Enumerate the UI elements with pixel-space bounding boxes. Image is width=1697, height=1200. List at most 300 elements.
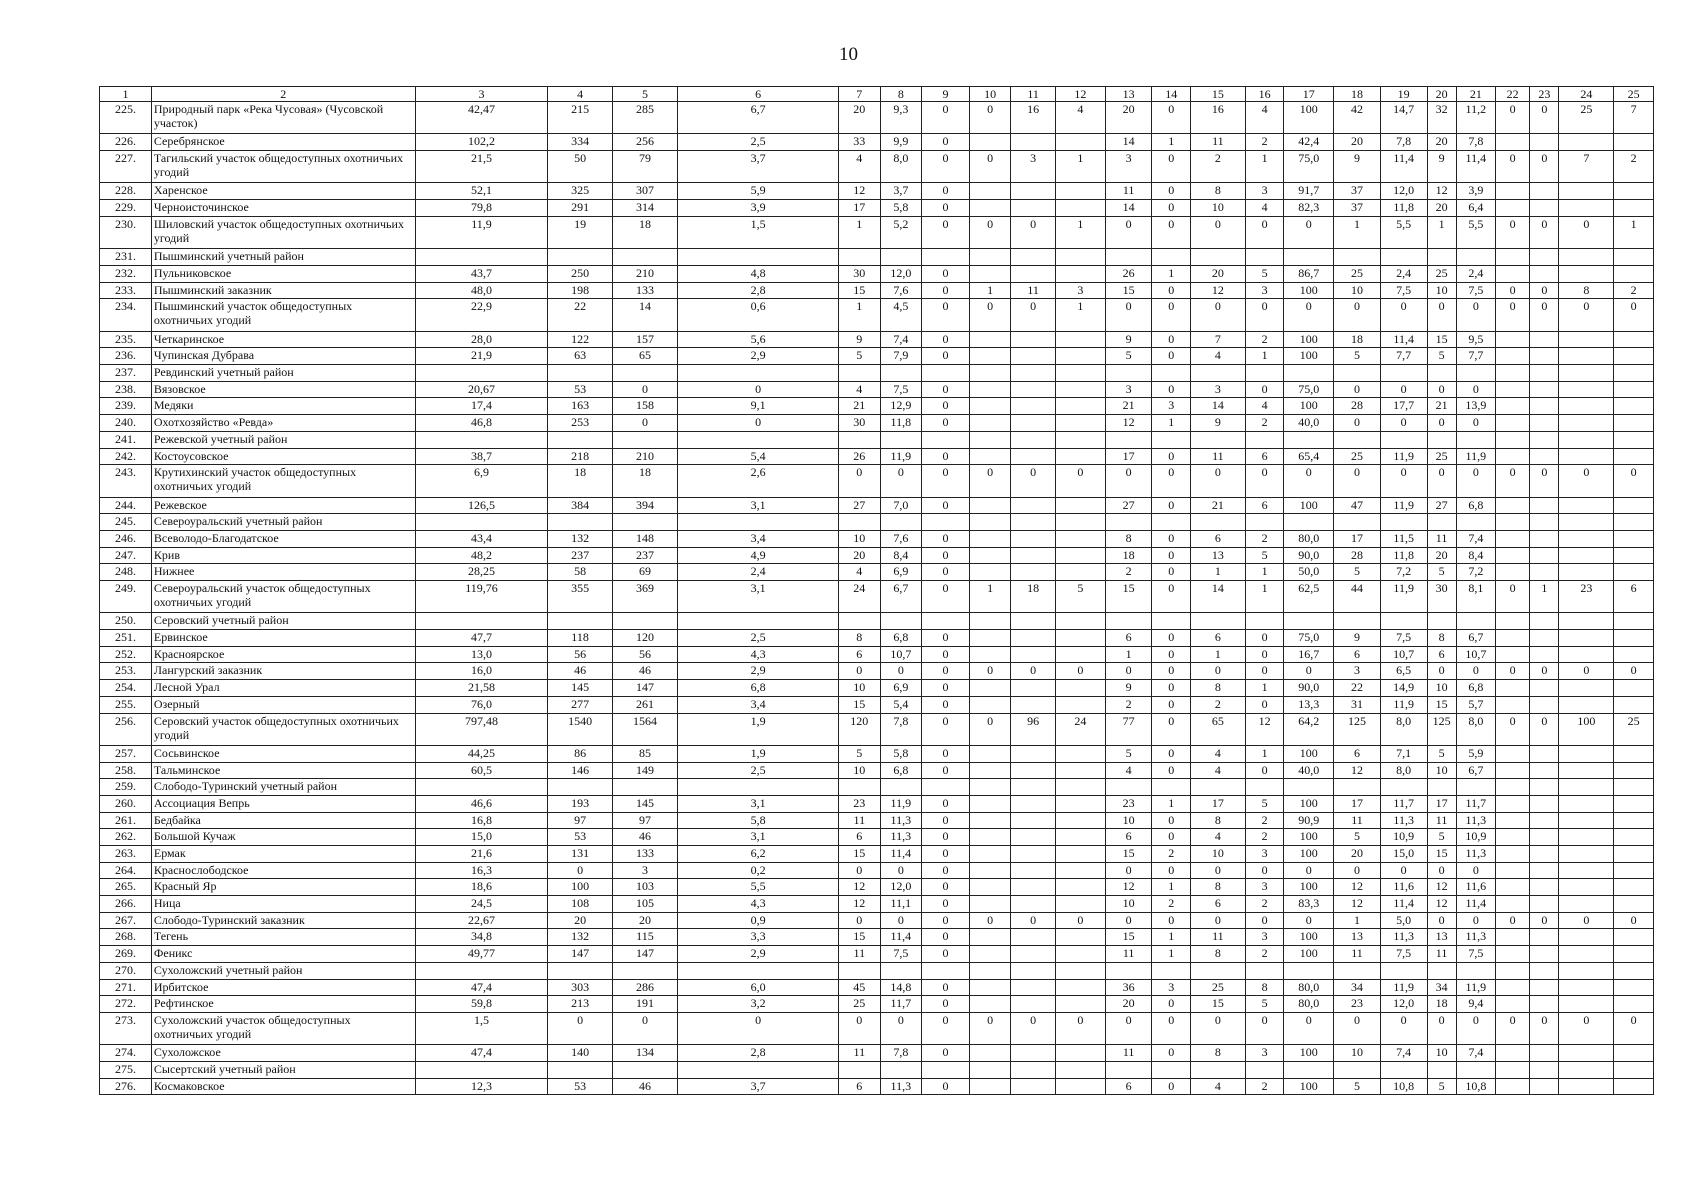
table-cell: 0 — [1011, 663, 1056, 680]
table-cell — [1011, 564, 1056, 581]
table-cell: 0 — [1245, 216, 1283, 248]
table-cell: 0 — [1530, 151, 1559, 183]
table-cell — [548, 514, 612, 531]
table-cell — [969, 365, 1011, 382]
table-cell: 5,5 — [1380, 216, 1427, 248]
column-header: 9 — [922, 87, 970, 102]
table-cell: 2 — [1190, 151, 1245, 183]
table-cell — [1011, 946, 1056, 963]
table-cell — [969, 979, 1011, 996]
table-cell: 3 — [1245, 183, 1283, 200]
table-cell: 125 — [1427, 713, 1456, 745]
table-cell: 11 — [839, 812, 881, 829]
row-name: Крутихинский участок общедоступных охотничьих угодий — [151, 465, 415, 497]
row-number: 259. — [100, 779, 152, 796]
table-cell: 15 — [839, 282, 881, 299]
table-cell: 10,9 — [1380, 829, 1427, 846]
table-cell: 6,8 — [678, 680, 839, 697]
table-cell: 9 — [1105, 331, 1152, 348]
table-cell: 0 — [922, 1012, 970, 1044]
table-cell — [1614, 795, 1654, 812]
table-cell — [1496, 365, 1530, 382]
table-cell: 34 — [1334, 979, 1381, 996]
table-cell — [1530, 745, 1559, 762]
table-cell: 3 — [612, 862, 677, 879]
table-cell: 3,4 — [678, 696, 839, 713]
table-cell — [1055, 448, 1105, 465]
table-cell — [1011, 365, 1056, 382]
table-cell — [1190, 962, 1245, 979]
table-cell: 21 — [839, 398, 881, 415]
table-cell: 9,1 — [678, 398, 839, 415]
table-cell: 10 — [1105, 812, 1152, 829]
row-number: 232. — [100, 265, 152, 282]
table-cell — [1105, 365, 1152, 382]
table-cell — [1496, 249, 1530, 266]
table-cell: 7,5 — [1380, 946, 1427, 963]
table-cell: 53 — [548, 829, 612, 846]
table-cell: 0 — [922, 102, 970, 134]
table-cell — [1530, 134, 1559, 151]
table-cell: 120 — [839, 713, 881, 745]
table-cell: 100 — [1284, 795, 1334, 812]
table-cell: 147 — [612, 946, 677, 963]
table-cell — [1055, 996, 1105, 1013]
table-cell: 1 — [1152, 265, 1190, 282]
table-cell: 83,3 — [1284, 896, 1334, 913]
table-cell — [1530, 613, 1559, 630]
table-cell — [1530, 365, 1559, 382]
table-cell — [1530, 879, 1559, 896]
table-cell: 0,6 — [678, 299, 839, 331]
table-cell: 20 — [1190, 265, 1245, 282]
table-cell — [1614, 779, 1654, 796]
table-cell: 3,7 — [678, 1078, 839, 1095]
table-cell — [880, 962, 922, 979]
table-cell: 210 — [612, 265, 677, 282]
table-cell: 0 — [1152, 331, 1190, 348]
table-cell: 14 — [1190, 398, 1245, 415]
table-cell — [1334, 613, 1381, 630]
table-cell: 0 — [1152, 680, 1190, 697]
table-cell — [1190, 779, 1245, 796]
table-cell: 32 — [1427, 102, 1456, 134]
table-cell: 11,9 — [415, 216, 548, 248]
table-cell: 0,9 — [678, 912, 839, 929]
table-cell — [678, 1062, 839, 1079]
table-cell: 20 — [839, 102, 881, 134]
table-cell: 11 — [1427, 946, 1456, 963]
row-number: 256. — [100, 713, 152, 745]
table-cell: 82,3 — [1284, 200, 1334, 217]
column-header: 3 — [415, 87, 548, 102]
table-cell: 11 — [1190, 134, 1245, 151]
table-cell: 0 — [1559, 465, 1614, 497]
table-cell: 17 — [1334, 530, 1381, 547]
table-cell: 2,6 — [678, 465, 839, 497]
table-cell: 24 — [1055, 713, 1105, 745]
table-cell: 0 — [922, 547, 970, 564]
table-cell — [1530, 514, 1559, 531]
row-number: 230. — [100, 216, 152, 248]
table-cell: 158 — [612, 398, 677, 415]
row-number: 260. — [100, 795, 152, 812]
table-cell: 11,1 — [880, 896, 922, 913]
table-row — [100, 613, 1654, 630]
table-cell: 0 — [1614, 1012, 1654, 1044]
table-cell — [1011, 530, 1056, 547]
row-number: 258. — [100, 762, 152, 779]
column-header: 11 — [1011, 87, 1056, 102]
row-number: 267. — [100, 912, 152, 929]
table-cell: 1 — [1427, 216, 1456, 248]
table-cell: 0 — [922, 663, 970, 680]
table-cell: 86,7 — [1284, 265, 1334, 282]
table-cell: 0 — [1284, 663, 1334, 680]
table-cell: 13 — [1427, 929, 1456, 946]
table-cell: 256 — [612, 134, 677, 151]
table-cell — [1496, 1062, 1530, 1079]
table-row — [100, 183, 1654, 200]
table-cell — [839, 365, 881, 382]
table-cell: 14 — [1190, 581, 1245, 613]
table-cell: 46 — [548, 663, 612, 680]
table-cell: 11,9 — [1380, 448, 1427, 465]
row-number: 252. — [100, 646, 152, 663]
table-cell: 4 — [1055, 102, 1105, 134]
table-cell: 40,0 — [1284, 762, 1334, 779]
table-cell — [1559, 680, 1614, 697]
table-cell: 10 — [839, 762, 881, 779]
table-cell: 44,25 — [415, 745, 548, 762]
table-cell — [1055, 962, 1105, 979]
table-cell — [1614, 331, 1654, 348]
table-cell: 0 — [880, 465, 922, 497]
row-number: 247. — [100, 547, 152, 564]
table-cell: 0 — [1152, 696, 1190, 713]
row-name: Пышминский учетный район — [151, 249, 415, 266]
table-cell: 0 — [922, 299, 970, 331]
column-header: 4 — [548, 87, 612, 102]
row-name: Пышминский заказник — [151, 282, 415, 299]
table-cell: 11,4 — [1380, 151, 1427, 183]
table-cell: 0 — [1152, 812, 1190, 829]
table-cell — [1530, 696, 1559, 713]
row-name: Ассоциация Вепрь — [151, 795, 415, 812]
table-cell — [969, 547, 1011, 564]
table-cell: 21,9 — [415, 348, 548, 365]
table-cell: 53 — [548, 1078, 612, 1095]
table-cell: 42,4 — [1284, 134, 1334, 151]
table-cell: 0 — [1456, 299, 1495, 331]
table-cell — [1496, 547, 1530, 564]
table-cell: 28,0 — [415, 331, 548, 348]
table-cell: 1 — [1152, 929, 1190, 946]
table-cell: 0 — [1559, 912, 1614, 929]
table-cell: 10 — [1427, 680, 1456, 697]
table-cell: 5,2 — [880, 216, 922, 248]
row-number: 255. — [100, 696, 152, 713]
table-cell — [1614, 348, 1654, 365]
table-cell — [1496, 530, 1530, 547]
table-cell — [1614, 415, 1654, 432]
table-cell — [1055, 646, 1105, 663]
table-row — [100, 1045, 1654, 1062]
table-cell: 79 — [612, 151, 677, 183]
table-cell — [1456, 613, 1495, 630]
table-cell: 2,9 — [678, 663, 839, 680]
table-cell — [1245, 431, 1283, 448]
table-row — [100, 812, 1654, 829]
table-cell: 7,8 — [1380, 134, 1427, 151]
table-cell: 1 — [1055, 216, 1105, 248]
table-cell: 43,7 — [415, 265, 548, 282]
table-cell — [1055, 183, 1105, 200]
table-cell: 5 — [1245, 265, 1283, 282]
table-cell: 6,4 — [1456, 200, 1495, 217]
row-number: 274. — [100, 1045, 152, 1062]
table-cell: 0 — [1152, 1012, 1190, 1044]
table-cell — [1011, 896, 1056, 913]
table-cell: 0 — [1530, 912, 1559, 929]
table-cell: 5,8 — [880, 745, 922, 762]
table-cell — [1614, 183, 1654, 200]
table-cell — [1614, 929, 1654, 946]
table-cell: 2 — [1614, 151, 1654, 183]
table-cell — [969, 812, 1011, 829]
table-cell: 193 — [548, 795, 612, 812]
table-cell: 11 — [1105, 946, 1152, 963]
table-cell: 97 — [548, 812, 612, 829]
row-number: 268. — [100, 929, 152, 946]
table-cell — [1614, 680, 1654, 697]
table-cell: 11,7 — [880, 996, 922, 1013]
table-cell: 0 — [1011, 1012, 1056, 1044]
row-number: 262. — [100, 829, 152, 846]
table-cell: 0 — [1496, 581, 1530, 613]
table-cell: 11,4 — [1456, 896, 1495, 913]
table-cell: 1 — [1245, 348, 1283, 365]
table-cell: 46,6 — [415, 795, 548, 812]
table-cell: 16,3 — [415, 862, 548, 879]
table-cell: 6 — [1105, 1078, 1152, 1095]
table-cell — [1496, 946, 1530, 963]
table-cell — [1105, 613, 1152, 630]
table-cell: 50,0 — [1284, 564, 1334, 581]
table-cell: 0 — [1245, 762, 1283, 779]
table-cell — [1334, 431, 1381, 448]
table-cell: 0 — [969, 663, 1011, 680]
table-cell — [880, 431, 922, 448]
table-cell: 25 — [1334, 265, 1381, 282]
row-number: 251. — [100, 630, 152, 647]
table-cell: 1,9 — [678, 745, 839, 762]
table-cell: 0 — [1380, 415, 1427, 432]
table-cell: 15 — [1105, 581, 1152, 613]
table-cell: 0 — [922, 929, 970, 946]
table-cell: 30 — [839, 415, 881, 432]
table-cell: 18 — [612, 465, 677, 497]
table-cell: 2 — [1245, 530, 1283, 547]
table-cell: 0 — [1245, 696, 1283, 713]
table-cell: 7,5 — [880, 946, 922, 963]
table-cell — [612, 613, 677, 630]
row-name: Шиловский участок общедоступных охотничьих угодий — [151, 216, 415, 248]
table-cell: 0 — [1152, 1078, 1190, 1095]
table-cell: 11,4 — [1380, 896, 1427, 913]
table-cell — [1011, 331, 1056, 348]
row-number: 231. — [100, 249, 152, 266]
table-cell — [1530, 348, 1559, 365]
table-cell: 6 — [839, 829, 881, 846]
table-cell — [1011, 680, 1056, 697]
table-cell — [1152, 1062, 1190, 1079]
column-header: 13 — [1105, 87, 1152, 102]
table-cell: 100 — [1284, 348, 1334, 365]
table-cell: 0 — [922, 812, 970, 829]
table-cell: 0 — [612, 415, 677, 432]
table-row — [100, 348, 1654, 365]
table-cell — [1496, 514, 1530, 531]
table-cell: 0 — [1245, 862, 1283, 879]
table-cell: 36 — [1105, 979, 1152, 996]
table-cell: 8,4 — [880, 547, 922, 564]
row-name: Природный парк «Река Чусовая» (Чусовской участок) — [151, 102, 415, 134]
table-cell — [880, 1062, 922, 1079]
table-cell: 10,8 — [1380, 1078, 1427, 1095]
table-cell — [1614, 200, 1654, 217]
table-cell: 5 — [1427, 745, 1456, 762]
row-name: Тегень — [151, 929, 415, 946]
table-cell — [1614, 265, 1654, 282]
table-cell: 14,8 — [880, 979, 922, 996]
table-cell: 0 — [922, 398, 970, 415]
table-cell — [969, 1078, 1011, 1095]
table-cell — [1496, 979, 1530, 996]
table-cell: 6,7 — [678, 102, 839, 134]
table-cell: 0 — [1284, 862, 1334, 879]
table-cell: 20 — [1427, 134, 1456, 151]
row-number: 253. — [100, 663, 152, 680]
table-cell — [1496, 846, 1530, 863]
table-cell: 100 — [1284, 929, 1334, 946]
table-cell: 0 — [1152, 183, 1190, 200]
table-cell: 15 — [839, 929, 881, 946]
table-cell: 100 — [1284, 946, 1334, 963]
row-number: 270. — [100, 962, 152, 979]
table-cell — [1614, 846, 1654, 863]
table-cell: 163 — [548, 398, 612, 415]
table-cell: 20 — [1105, 996, 1152, 1013]
table-cell: 27 — [1105, 497, 1152, 514]
table-cell: 46,8 — [415, 415, 548, 432]
table-cell: 10 — [839, 680, 881, 697]
table-cell: 4 — [1190, 1078, 1245, 1095]
row-number: 264. — [100, 862, 152, 879]
table-cell — [1530, 630, 1559, 647]
table-cell — [1380, 514, 1427, 531]
table-cell — [969, 946, 1011, 963]
table-cell: 10 — [1190, 200, 1245, 217]
table-cell: 384 — [548, 497, 612, 514]
table-cell — [1245, 249, 1283, 266]
table-cell: 8,1 — [1456, 581, 1495, 613]
table-cell — [1559, 183, 1614, 200]
column-header: 21 — [1456, 87, 1495, 102]
table-cell — [1055, 812, 1105, 829]
table-cell: 0 — [1152, 465, 1190, 497]
table-cell: 8 — [1559, 282, 1614, 299]
table-cell: 253 — [548, 415, 612, 432]
table-cell — [1559, 630, 1614, 647]
table-cell: 11,9 — [1380, 696, 1427, 713]
table-cell: 0 — [1380, 862, 1427, 879]
table-cell: 0 — [922, 946, 970, 963]
table-cell — [1055, 398, 1105, 415]
column-header: 25 — [1614, 87, 1654, 102]
table-row — [100, 331, 1654, 348]
table-cell: 0 — [1456, 663, 1495, 680]
table-cell: 31 — [1334, 696, 1381, 713]
table-cell: 108 — [548, 896, 612, 913]
table-cell: 7,5 — [1380, 282, 1427, 299]
table-cell: 10 — [1427, 282, 1456, 299]
table-cell: 0 — [1614, 663, 1654, 680]
table-cell: 277 — [548, 696, 612, 713]
table-cell: 1 — [1055, 299, 1105, 331]
table-cell: 140 — [548, 1045, 612, 1062]
table-cell: 0 — [922, 680, 970, 697]
table-cell: 3 — [1152, 398, 1190, 415]
table-cell: 4,5 — [880, 299, 922, 331]
table-cell — [1456, 249, 1495, 266]
table-cell — [415, 431, 548, 448]
table-cell — [1011, 630, 1056, 647]
table-cell — [1559, 996, 1614, 1013]
table-cell: 7,7 — [1456, 348, 1495, 365]
table-cell — [1559, 415, 1614, 432]
table-row — [100, 299, 1654, 331]
table-cell: 11 — [1427, 812, 1456, 829]
table-cell: 218 — [548, 448, 612, 465]
table-cell — [1496, 381, 1530, 398]
table-cell — [1559, 547, 1614, 564]
table-cell: 1540 — [548, 713, 612, 745]
table-cell — [1559, 265, 1614, 282]
table-cell: 5,5 — [678, 879, 839, 896]
table-cell — [1055, 331, 1105, 348]
table-cell — [1380, 1062, 1427, 1079]
table-cell — [1614, 398, 1654, 415]
table-cell: 0 — [1496, 912, 1530, 929]
table-cell — [969, 1062, 1011, 1079]
table-cell: 0 — [1152, 564, 1190, 581]
table-cell: 0 — [548, 862, 612, 879]
table-cell — [1011, 348, 1056, 365]
table-cell: 1 — [1152, 795, 1190, 812]
table-cell — [1559, 646, 1614, 663]
table-cell: 1 — [1614, 216, 1654, 248]
table-cell — [1011, 497, 1056, 514]
table-cell: 0 — [1245, 381, 1283, 398]
table-cell: 100 — [1284, 846, 1334, 863]
table-cell: 1 — [1245, 581, 1283, 613]
table-cell: 4 — [839, 381, 881, 398]
table-cell: 14 — [1105, 134, 1152, 151]
table-cell — [1334, 365, 1381, 382]
table-cell: 0 — [1011, 912, 1056, 929]
table-cell: 15 — [1427, 696, 1456, 713]
